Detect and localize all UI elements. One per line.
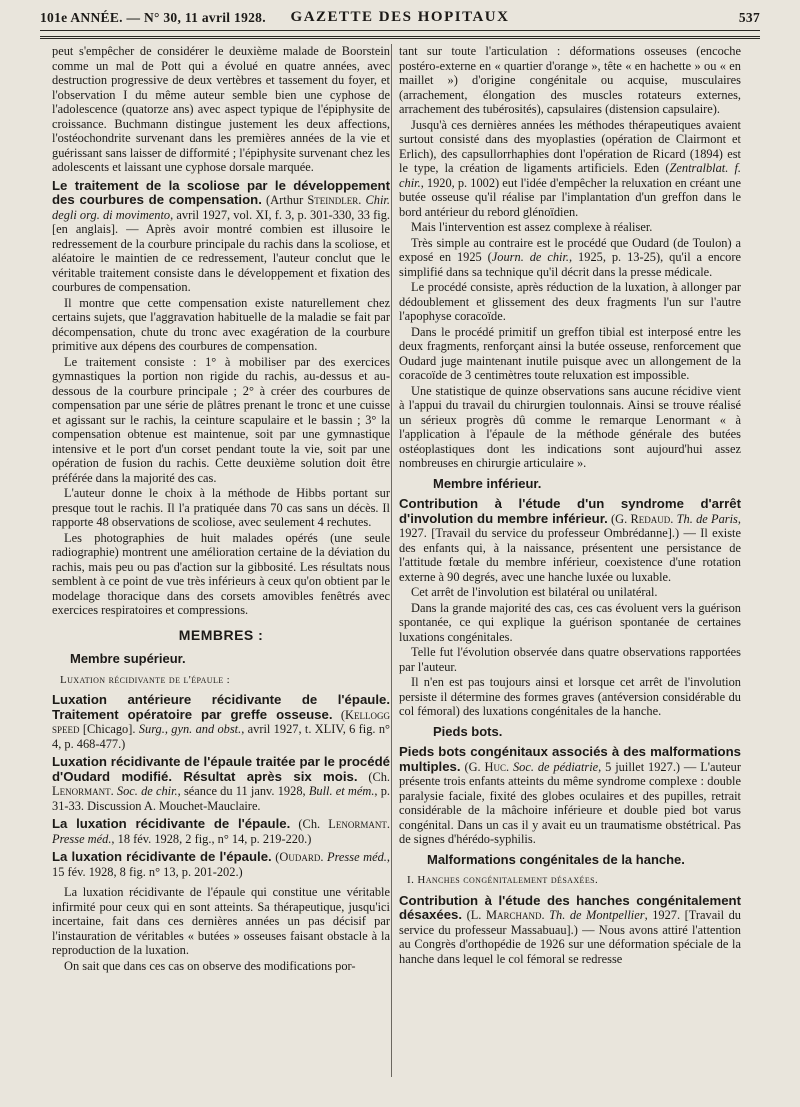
ref-text: . [541,908,550,922]
paragraph: Mais l'intervention est assez complexe à réaliser. [411,220,653,234]
header-page-number: 537 [738,10,760,25]
paragraph: Le procédé consiste, après réduction de la luxation, à allonger par dédoublement et glissement des deux fragments l'un sur l'autre l'apophyse coracoïde. [399,280,741,323]
journal-name: Zentralblat. f. chir. [399,161,742,190]
ref-text: , avril 1927, t. XLIV, 6 fig. n° 4, p. 468-477.) [52,722,390,751]
paragraph [399,118,741,220]
article-title: Luxation récidivante de l'épaule traitée par le procédé d'Oudard modifié. Résultat après six mois. [52,754,390,784]
heading-luxation-text: Luxation récidivante de l'épaule : [60,673,231,686]
article-author: Marchand [485,908,542,922]
ref-text: . [670,511,677,526]
heading-luxation [60,673,390,688]
article-title: Luxation antérieure récidivante de l'épaule. Traitement opératoire par greffe osseuse. [52,692,390,722]
ref-text: , 5 juillet 1927.) — L'auteur présente trois enfants atteints du même syndrome complexe : double paralysie faciale, fixité des globes oculaires et des pupilles, retrait considérable de la mâchoire inférieure et double pied bot varus congénital. Dans un cas il y avait eu un traumatisme obstétrical. Pas de signes d'hérédo-syphilis. [399,759,741,846]
article-author: Huc [484,759,506,774]
header-issue: 101e ANNÉE. — N° 30, 11 avril 1928. [40,10,266,25]
ref-text: ( [340,707,346,722]
ref-text: . [386,817,390,831]
article-author: Steindler [307,193,359,207]
heading-membres: MEMBRES : [178,626,264,643]
journal-name: Chir. degli org. di movimento [52,193,390,222]
journal-name: Surg., gyn. and obst. [138,722,242,736]
paragraph [399,236,741,280]
ref-text: , p. 31-33. Discussion A. Mouchet-Mauclaire. [52,784,391,813]
journal-name: Th. de Montpellier [549,908,645,922]
paragraph: tant sur toute l'articulation : déformations osseuses (encoche postéro-externe en « quartier d'orange », tête « en hachette » ou « en maillet ») d'origine congénitale ou acquise, musculaires (arrachement, élongation des muscles rotateurs externes, arrachement des tubérosités), capsulaires (distension capsulaire). [399,44,741,116]
heading-pieds-bots: Pieds bots. [433,723,503,739]
heading-membre-inferieur: Membre inférieur. [433,475,542,491]
ref-text: . [320,850,327,864]
paragraph: Le traitement consiste : 1° à mobiliser par des exercices gymnastiques la portion non rigide du rachis, au-dessus et au-dessous de la courbure principale ; 2° à créer des courbures de compensation par une série de plâtres prenant le tronc et une cuisse et agissant sur le rachis, la ceinture scapulaire et le bassin ; 3° la compensation obtenue est maintenue, soit par une gymnastique intensive et le port d'un corset pendant toute la vie, soit par une opération de fusion du rachis. Cette deuxième solution doit être préférée dans la majorité des cas. [52,354,390,485]
article-ref [52,850,390,879]
ref-text: (Ch. [290,817,329,831]
article-ref [399,894,741,967]
journal-name: Soc. de chir. [116,784,178,798]
paragraph: Cet arrêt de l'involution est bilatéral ou unilatéral. [411,585,658,599]
article-author: Kellogg speed [52,707,390,736]
article-title: Pieds bots congénitaux associés à des malformations multiples. [399,744,741,774]
article-title: Le traitement de la scoliose par le développement des courbures de compensation. [52,177,390,207]
paragraph: Les photographies de huit malades opérés (une seule radiographie) montrent une amélioration certaine de la déviation du rachis, mais peu ou pas d'action sur la gibbosité. Les résultats nous semblent à ce point de vue très inférieurs à ceux qu'on obtient par le modelage thoracique dans des corsets amovibles fenêtrés avec exercices respiratoires et compressions. [52,530,390,617]
paragraph: Dans le procédé primitif un greffon tibial est interposé entre les deux fragments, renforçant ainsi la butée osseuse, renforcement que Oudard juge maintenant inutile puisque avec un allongement de la coracoïde de 3 centimètres toute reluxation est impossible. [399,324,741,382]
paragraph: L'auteur donne le choix à la méthode de Hibbs portant sur presque tout le rachis. Il l'a pratiquée dans 70 cas sans un décès. Il rapporte 48 observations de scoliose, avec seulement 4 rechutes. [52,486,390,529]
journal-name: Journ. de chir. [491,250,570,264]
paragraph: Une statistique de quinze observations sans aucune récidive vient à l'appui du travail du chirurgien toulonnais. Ainsi se trouve réalisé un sérieux progrès dû comme le remarque Lenormant « à l'application à l'épaule de la méthode générale des butées ostéoplastiques dont les indications sont aujourd'hui assez nombreuses en chirurgie articulaire ». [399,383,741,470]
article-author: Oudard [279,850,321,864]
text: , 1920, p. 1002) eut l'idée d'empêcher la reluxation en créant une butée osseuse qu'il réalise par l'implantation d'un greffon dans le bord antérieur du rebord glénoïdien. [399,175,741,219]
ref-text: (Arthur [266,193,308,207]
article-ref [52,693,390,751]
article-scoliose: Le traitement de la scoliose par le développement des courbures de compensation. (Arthur Steindler. Chir. degli org. di movimento, avril 1927, vol. XI, f. 3, p. 301-330, 33 fig. [en anglais]. — Après avoir montré combien est illusoire le redressement de la courbure principale du rachis dans la scoliose, et aléatoire le maintien de ce redressement, l'auteur conclut que le véritable traitement consiste dans le développement et fixation des courbures de compensation. [52,177,390,294]
ref-text: (G. [460,759,485,774]
heading-hanches-text: I. Hanches congénitalement désaxées. [407,874,599,886]
article-title: Contribution à l'étude d'un syndrome d'arrêt d'involution du membre inférieur. [399,496,741,526]
ref-text: [Chicago]. [79,722,139,736]
article-title: La luxation récidivante de l'épaule. [52,816,291,831]
header-title: GAZETTE DES HOPITAUX [290,9,510,25]
journal-name: Presse méd. [52,831,112,846]
ref-text: ( [271,850,280,864]
ref-text: , 15 fév. 1928, 8 fig. n° 13, p. 201-202.) [52,850,390,879]
header-rule [40,30,760,31]
left-column [52,44,390,974]
journal-name: Bull. et mém. [308,784,375,798]
paragraph: Dans la grande majorité des cas, ces cas évoluent vers la guérison spontanée, ce qui explique la guérison spontanée de certaines luxations congénitales. [399,600,741,644]
paragraph: peut s'empêcher de considérer le deuxième malade de Boorstein comme un mal de Pott qui a évolué en quatre années, avec destruction progressive de deux vertèbres et tassement du foyer, et l'observation I du même auteur semble bien une cyphose de l'adolescence (quatorze ans) avec aspect typique de l'épiphysite de croissance. Buchmann distingue justement les deux affections, l'ostéochondrite survenant dans les premières années de la vie et guérissant sans laisser de difformité ; l'épiphysite survenant chez les adolescents et laissant une cyphose dorsale marquée. [52,44,390,174]
ref-text: (L. [462,908,486,922]
ref-text: (G. [607,511,631,526]
journal-name: Soc. de pédiatrie [512,759,599,774]
text: , 1925, p. 13-25), qu'il a encore simplifié dans sa technique qu'il décrit dans la presse médicale. [399,250,742,279]
paragraph: La luxation récidivante de l'épaule qui constitue une véritable infirmité pour ceux qui en sont atteints. Sa thérapeutique, jusqu'ici incertaine, fait dans ces dernières années un pas décisif par l'instauration de véritables « butées » osseuses faisant obstacle à la reproduction de la luxation. [52,885,390,957]
page-header [40,6,760,28]
paragraph: Telle fut l'évolution observée dans quatre observations rapportées par l'auteur. [399,645,741,674]
article-title: La luxation récidivante de l'épaule. [52,849,272,864]
paragraph: Il montre que cette compensation existe naturellement chez certains sujets, que l'aggravation habituelle de la maladie se fait par décompensation, chute du tronc avec exagération de la courbure primitive aux dépens des courbures de compensation. [52,295,390,353]
journal-name: Presse méd. [327,850,387,864]
paragraph: Il n'en est pas toujours ainsi et lorsque cet arrêt de l'involution persiste il détermine des formes graves (antéversion considérable du col fémoral) des luxations congénitales de la hanche. [399,675,741,718]
article-author: Redaud [630,511,671,526]
article-text: , avril 1927, vol. XI, f. 3, p. 301-330, 33 fig. [en anglais]. — Après avoir montré combien est illusoire le redressement de la courbure principale du rachis dans la scoliose, et aléatoire le maintien de ce redressement, l'auteur conclut que le véritable traitement consiste dans le développement et fixation des courbures de compensation. [52,207,390,294]
heading-membre-superieur: Membre supérieur. [70,651,186,666]
article-ref [399,745,741,847]
heading-hanches [407,873,741,888]
ref-text: . [110,784,117,798]
ref-text: , séance du 11 janv. 1928, [177,784,309,798]
article-title: Contribution à l'étude des hanches congénitalement désaxées. [399,892,741,922]
heading-malformations: Malformations congénitales de la hanche. [427,851,685,867]
column-divider [391,44,392,1077]
article-author: Lenormant [328,817,387,831]
article-ref [52,755,390,813]
text: Jusqu'à ces dernières années les méthodes thérapeutiques avaient surtout consisté dans des myoplasties (opération de Clairmont et Erlich), des capsullorrhaphies dont l'opération de Ricard (1894) est le type, la création de ligaments artificiels. Eden ( [399,117,741,175]
article-ref [52,817,390,846]
article-ref [399,497,741,584]
ref-text: (Ch. [357,769,391,784]
header-double-rule [40,36,760,39]
paragraph: On sait que dans ces cas on observe des modifications por- [64,958,356,973]
ref-text: , 18 fév. 1928, 2 fig., n° 14, p. 219-220.) [111,831,312,846]
journal-name: Th. de Paris [676,511,738,526]
article-author: Lenormant [52,784,111,798]
text: Très simple au contraire est le procédé que Oudard (de Toulon) a exposé en 1925 ( [399,235,741,264]
right-column [399,44,741,967]
ref-text: , 1927. [Travail du service du professeur Massabuau].) — Nous avons attiré l'attention au Congrès d'orthopédie de 1926 sur une déformation spéciale de la hanche dans lequel le col fémoral se redresse [399,908,741,966]
ref-text: . [505,759,513,774]
ref-text: , 1927. [Travail du service du professeur Ombrédanne].) — Il existe des enfants qui, à la naissance, présentent une persistance de l'attitude fœtale du membre inférieur, coexistence d'une rotation externe à 90 degrés, avec une hanche luxée ou luxable. [399,511,741,584]
